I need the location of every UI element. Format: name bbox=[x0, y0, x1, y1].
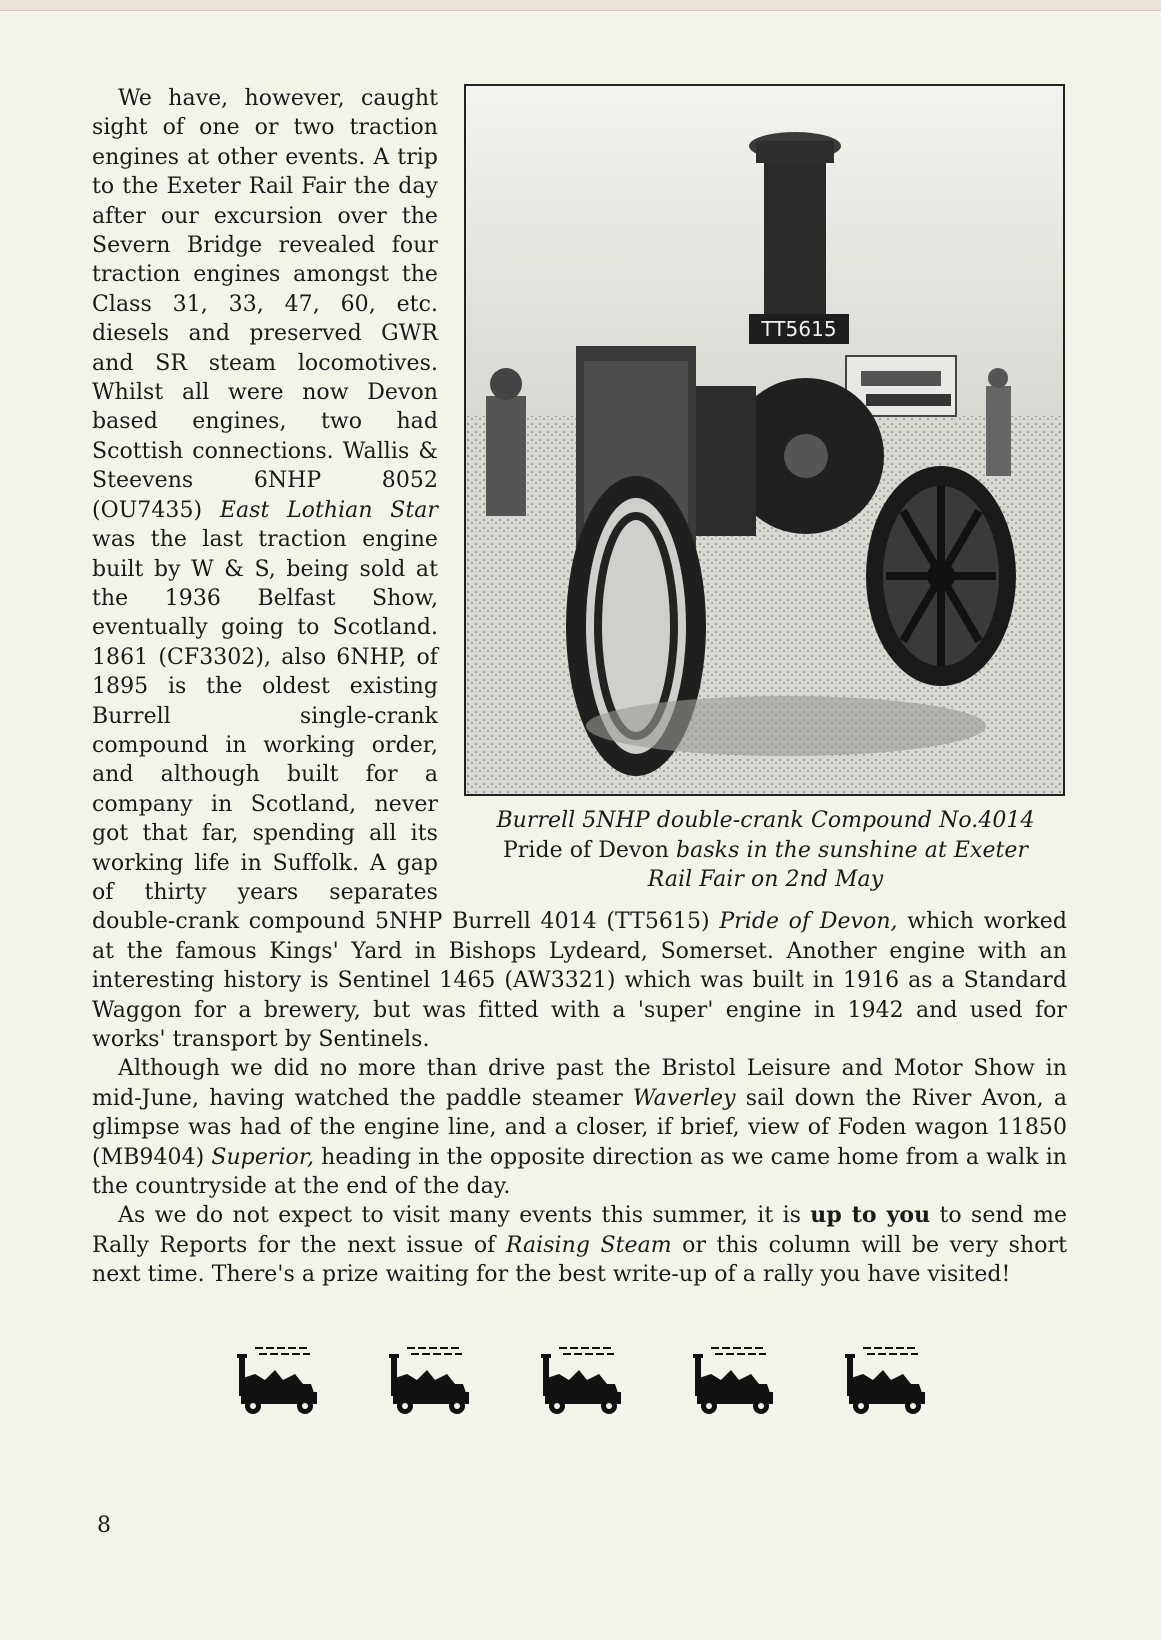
para3-text-e: or this column will be very short next time. There's a prize waiting for the best write-up of a rally you have visited! bbox=[92, 1232, 1067, 1288]
caption-line-1: Burrell 5NHP double-crank Compound No.4014 bbox=[496, 808, 1035, 833]
para2-italic-d: Superior, bbox=[211, 1144, 315, 1170]
caption-line-3: Rail Fair on 2nd May bbox=[647, 867, 884, 892]
paragraph-3 bbox=[92, 1201, 1067, 1289]
caption-line-2: basks in the sunshine at Exeter bbox=[669, 837, 1029, 863]
para3-text-c: to send me Rally Reports for the next issue of bbox=[92, 1203, 1068, 1258]
page-number: 8 bbox=[97, 1513, 111, 1538]
article-body bbox=[92, 84, 1067, 1290]
caption-engine-name: Pride of Devon bbox=[502, 837, 669, 863]
paragraph-2 bbox=[92, 1054, 1067, 1201]
para2-text-a: Although we did no more than drive past the Bristol Leisure and Motor Show in mid-June, having watched the paddle steamer bbox=[92, 1056, 1067, 1111]
para3-text-a: As we do not expect to visit many events this summer, it is bbox=[118, 1203, 811, 1229]
para3-bold-b: up to you bbox=[810, 1202, 931, 1229]
para1-text-e: which worked at the famous Kings' Yard in Bishops Lydeard, Somerset. Another engine with an interesting history is Sentinel 1465 (AW3321) which was built in 1916 as a Standard Waggon for a brewery, but was fitted with a 'super' engine in 1942 and used for works' transport by Sentinels. bbox=[92, 909, 1067, 1052]
photo-caption bbox=[464, 806, 1067, 895]
traction-engine-icon bbox=[691, 1340, 781, 1420]
ornament-row bbox=[235, 1340, 935, 1420]
para1-italic-b: East Lothian Star bbox=[219, 497, 438, 523]
photo-illustration bbox=[466, 86, 1063, 794]
para1-text-a: We have, however, caught sight of one or two traction engines at other events. A trip to the Exeter Rail Fair the day after our excursion over the Severn Bridge revealed four traction engines amongst the Class 31, 33, 47, 60, etc. diesels and preserved GWR and SR steam locomotives. Whilst all were now Devon based engines, two had Scottish connections. Wallis & Steevens 6NHP 8052 (OU7435) bbox=[92, 86, 438, 523]
para1-text-c: was the last traction engine built by W & S, being sold at the 1936 Belfast Show, eventually going to Scotland. 1861 (CF3302), also 6NHP, of 1895 is the oldest existing Burrell single-crank compound in working order, and although built for a company in Scotland, never got that far, spending all its working life in Suffolk. A gap of thirty years separates double-crank compound 5NHP Burrell 4014 (TT5615) bbox=[92, 527, 720, 935]
para2-text-e: heading in the opposite direction as we came home from a walk in the countryside at the end of the day. bbox=[92, 1144, 1068, 1200]
traction-engine-photo bbox=[464, 84, 1065, 796]
number-plate: TT5615 bbox=[761, 317, 837, 341]
traction-engine-icon bbox=[235, 1340, 325, 1420]
para2-text-c: sail down the River Avon, a glimpse was had of the engine line, and a closer, if brief, view of Foden wagon 11850 (MB9404) bbox=[92, 1085, 1067, 1170]
traction-engine-icon bbox=[387, 1340, 477, 1420]
traction-engine-icon bbox=[539, 1340, 629, 1420]
photo-figure bbox=[464, 84, 1067, 895]
para1-italic-d: Pride of Devon, bbox=[719, 909, 898, 935]
para2-italic-b: Waverley bbox=[632, 1085, 736, 1111]
para3-italic-d: Raising Steam bbox=[505, 1232, 672, 1258]
page-top-edge bbox=[0, 0, 1161, 11]
traction-engine-icon bbox=[843, 1340, 933, 1420]
